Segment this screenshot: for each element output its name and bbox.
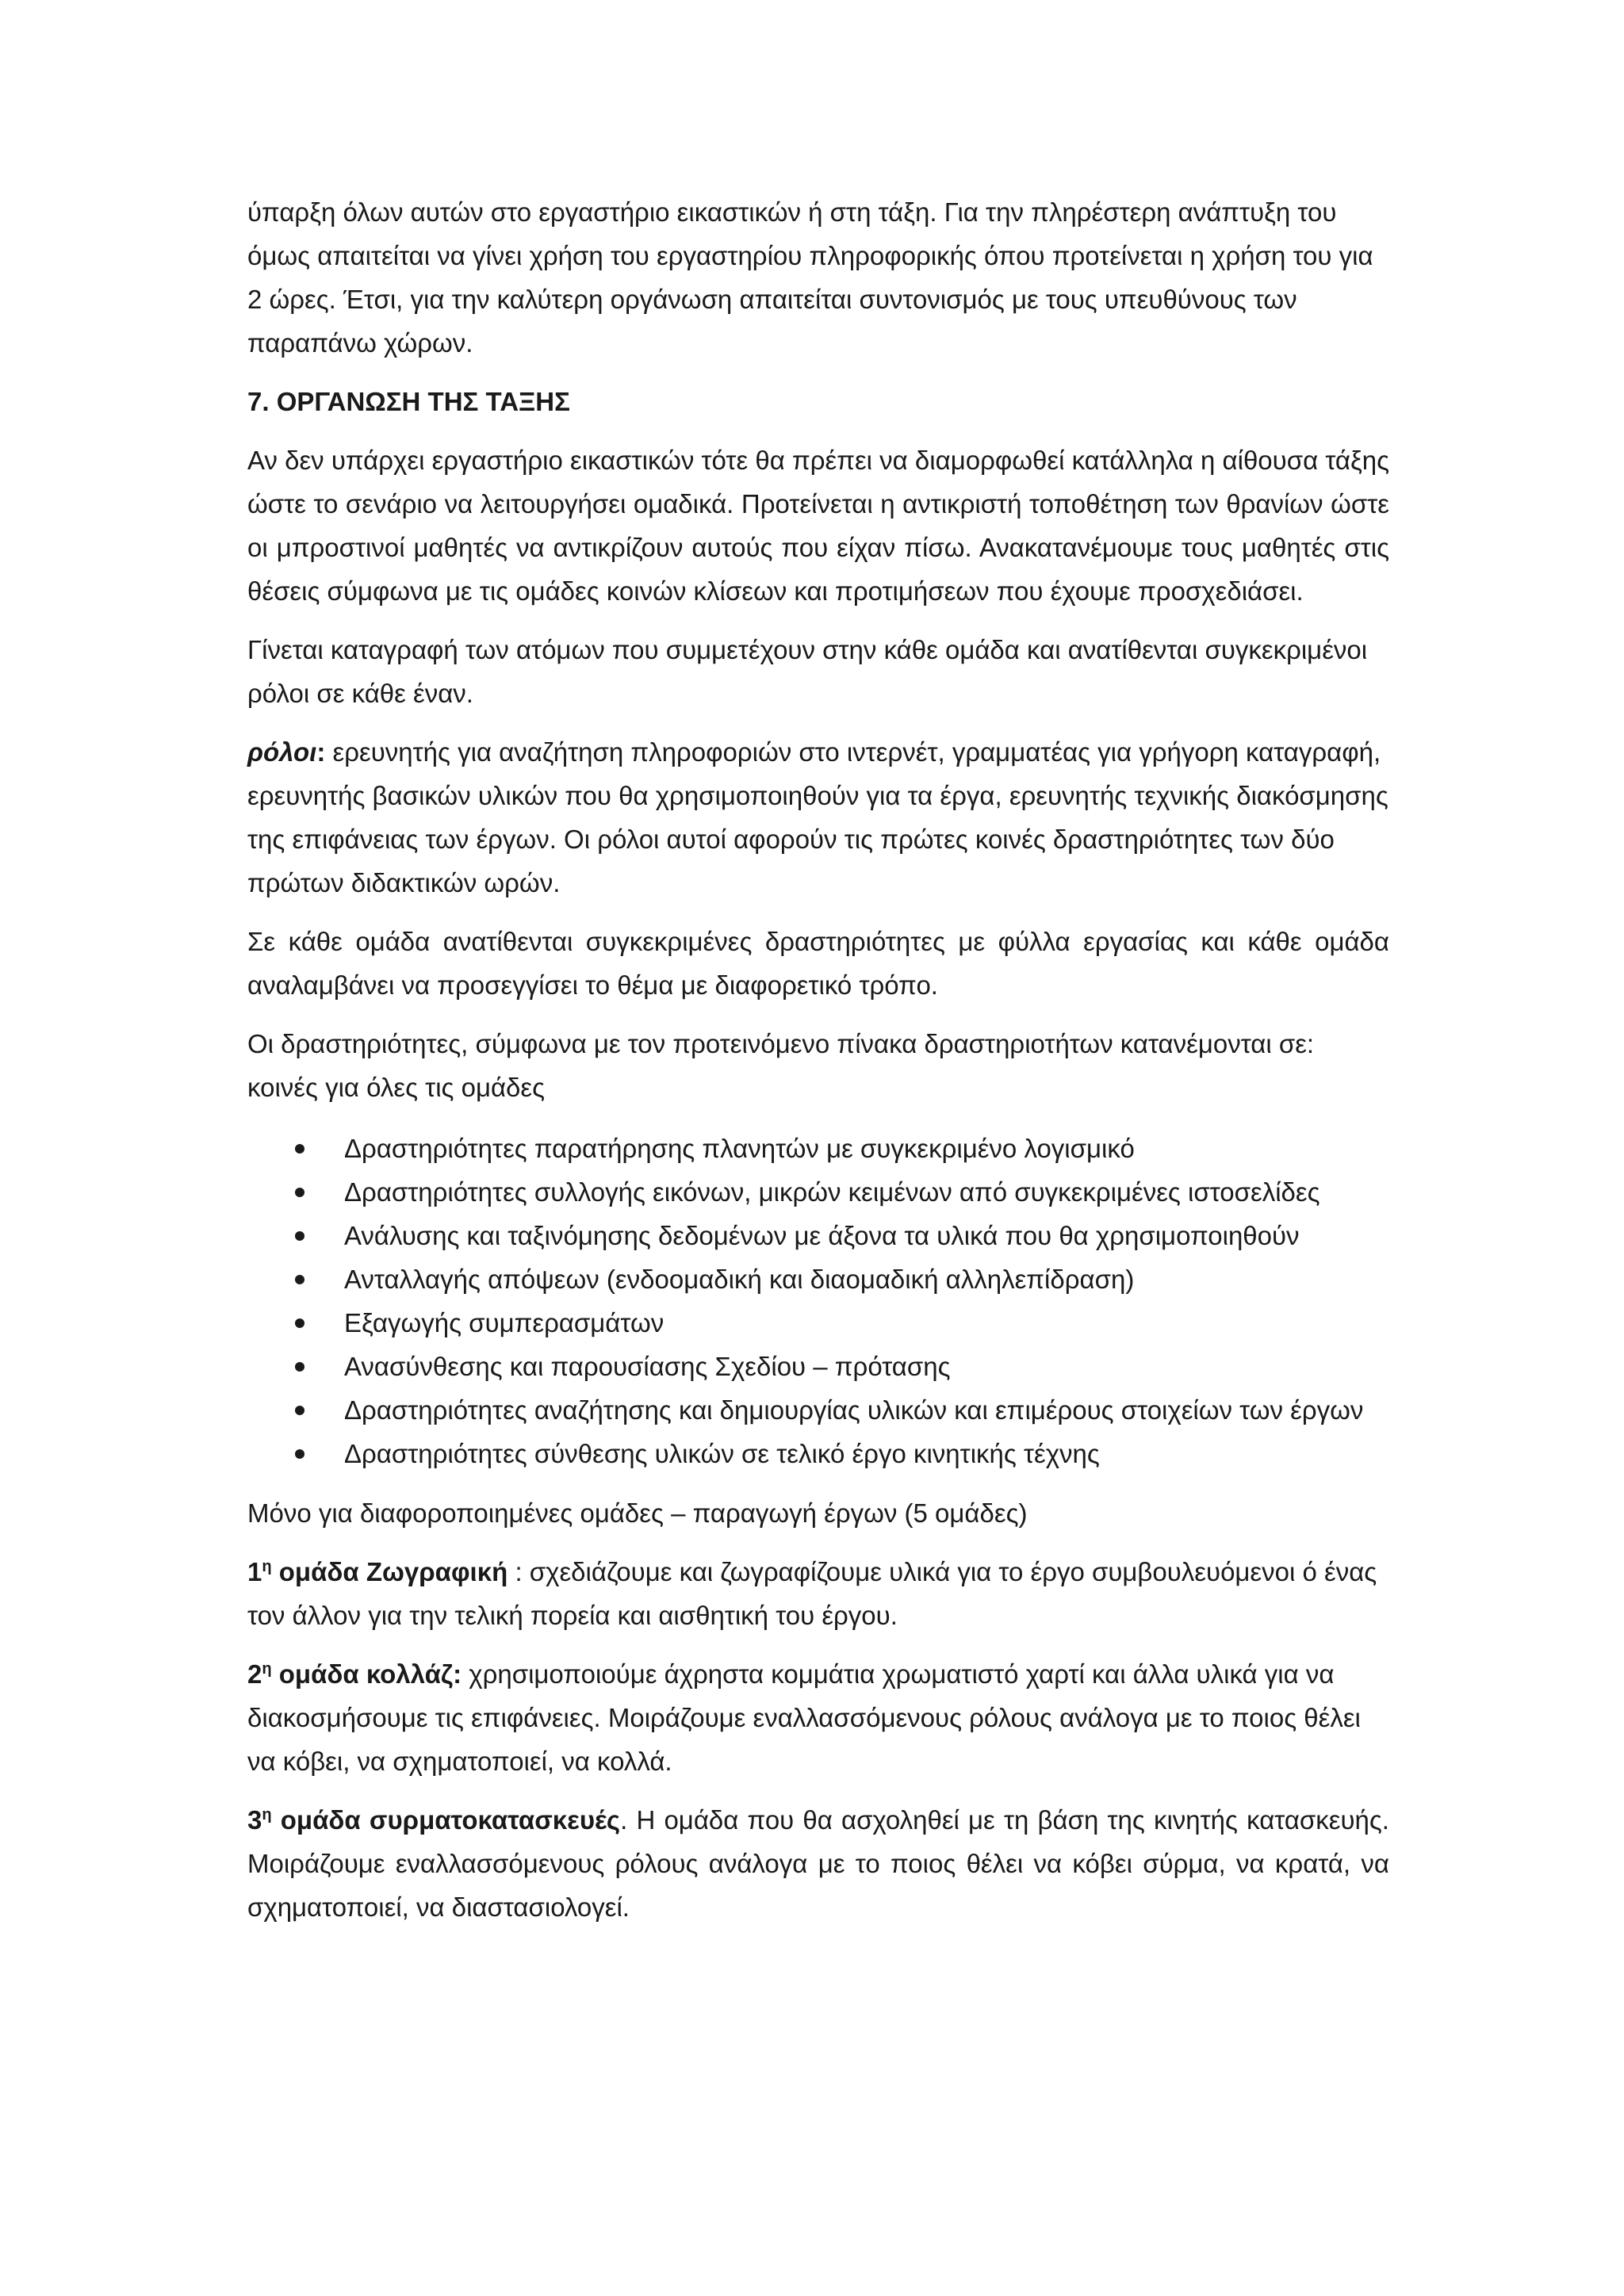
group-1-title: ομάδα Ζωγραφική xyxy=(271,1557,508,1586)
activities-paragraph: Σε κάθε ομάδα ανατίθενται συγκεκριμένες δραστηριότητες με φύλλα εργασίας και κάθε ομάδα αναλαμβάνει να προσεγγίσει το θέμα με διαφορετικό τρόπο. xyxy=(247,927,1389,1000)
roles-text: ερευνητής για αναζήτηση πληροφοριών στο ιντερνέτ, γραμματέας για γρήγορη καταγραφή, ερευνητής βασικών υλικών που θα χρησιμοποιηθούν για τα έργα, ερευνητής τεχνικής διακόσμησης της επιφάνειας των έργων. Οι ρόλοι αυτοί αφορούν τις πρώτες κοινές δραστηριότητες των δύο πρώτων διδακτικών ωρών. xyxy=(247,737,1388,897)
group-1-paragraph xyxy=(247,1550,1389,1637)
group-3-sup: η xyxy=(262,1806,272,1823)
group-2-text: χρησιμοποιούμε άχρηστα κομμάτια χρωματιστό χαρτί και άλλα υλικά για να διακοσμήσουμε τις επιφάνειες. Μοιράζουμε εναλλασσόμενους ρόλους ανάλογα με το ποιος θέλει να κόβει, να σχηματοποιεί, να κολλά. xyxy=(247,1659,1361,1776)
group-3-text: . Η ομάδα που θα ασχοληθεί με τη βάση της κινητής κατασκευής. Μοιράζουμε εναλλασσόμενους ρόλους ανάλογα με το ποιος θέλει να κόβει σύρμα, να κρατά, να σχηματοποιεί, να διαστασιολογεί. xyxy=(247,1805,1389,1922)
list-item: Εξαγωγής συμπερασμάτων xyxy=(247,1301,1389,1345)
group-3-number: 3 xyxy=(247,1805,262,1835)
differentiated-groups-label: Μόνο για διαφοροποιημένες ομάδες – παραγωγή έργων (5 ομάδες) xyxy=(247,1498,1028,1528)
common-label: κοινές για όλες τις ομάδες xyxy=(247,1073,546,1102)
group-1-number: 1 xyxy=(247,1557,262,1586)
group-1-sup: η xyxy=(262,1558,272,1575)
bullet-icon xyxy=(295,1406,304,1415)
roles-label: ρόλοι xyxy=(247,737,317,767)
group-2-number: 2 xyxy=(247,1659,262,1689)
bullet-icon xyxy=(295,1449,304,1459)
document-page xyxy=(247,190,1389,1944)
bullet-icon xyxy=(295,1362,304,1372)
roles-paragraph xyxy=(247,730,1389,905)
bullet-icon xyxy=(295,1318,304,1328)
group-2-title: ομάδα κολλάζ: xyxy=(271,1659,462,1689)
bullet-icon xyxy=(295,1188,304,1197)
distribution-intro: Οι δραστηριότητες, σύμφωνα με τον προτεινόμενο πίνακα δραστηριοτήτων κατανέμονται σε: xyxy=(247,1029,1315,1058)
list-item: Ανάλυσης και ταξινόμησης δεδομένων με άξονα τα υλικά που θα χρησιμοποιηθούν xyxy=(247,1214,1389,1257)
intro-paragraph: ύπαρξη όλων αυτών στο εργαστήριο εικαστικών ή στη τάξη. Για την πληρέστερη ανάπτυξη του όμως απαιτείται να γίνει χρήση του εργαστηρίου πληροφορικής όπου προτείνεται η χρήση του για 2 ώρες. Έτσι, για την καλύτερη οργάνωση απαιτείται συντονισμός με τους υπευθύνους των παραπάνω χώρων. xyxy=(247,197,1373,358)
activities-list xyxy=(247,1127,1389,1475)
recording-paragraph: Γίνεται καταγραφή των ατόμων που συμμετέχουν στην κάθε ομάδα και ανατίθενται συγκεκριμένοι ρόλοι σε κάθε έναν. xyxy=(247,635,1368,708)
group-2-sup: η xyxy=(262,1660,272,1678)
group-2-paragraph xyxy=(247,1652,1389,1783)
bullet-icon xyxy=(295,1144,304,1154)
list-item: Δραστηριότητες παρατήρησης πλανητών με συγκεκριμένο λογισμικό xyxy=(247,1127,1389,1170)
section-heading: 7. ΟΡΓΑΝΩΣΗ ΤΗΣ ΤΑΞΗΣ xyxy=(247,387,570,416)
list-item: Δραστηριότητες αναζήτησης και δημιουργίας υλικών και επιμέρους στοιχείων των έργων xyxy=(247,1388,1389,1432)
bullet-icon xyxy=(295,1231,304,1241)
classroom-paragraph: Αν δεν υπάρχει εργαστήριο εικαστικών τότε θα πρέπει να διαμορφωθεί κατάλληλα η αίθουσα τάξης ώστε το σενάριο να λειτουργήσει ομαδικά. Προτείνεται η αντικριστή τοποθέτηση των θρανίων ώστε οι μπροστινοί μαθητές να αντικρίζουν αυτούς που είχαν πίσω. Ανακατανέμουμε τους μαθητές στις θέσεις σύμφωνα με τις ομάδες κοινών κλίσεων και προτιμήσεων που έχουμε προσχεδιάσει. xyxy=(247,446,1389,606)
roles-colon: : xyxy=(316,737,326,767)
list-item: Ανταλλαγής απόψεων (ενδοομαδική και διαομαδική αλληλεπίδραση) xyxy=(247,1257,1389,1301)
group-3-paragraph xyxy=(247,1798,1389,1929)
list-item: Δραστηριότητες σύνθεσης υλικών σε τελικό έργο κινητικής τέχνης xyxy=(247,1432,1389,1475)
group-1-text: : σχεδιάζουμε και ζωγραφίζουμε υλικά για το έργο συμβουλευόμενοι ό ένας τον άλλον για την τελική πορεία και αισθητική του έργου. xyxy=(247,1557,1377,1630)
list-item: Ανασύνθεσης και παρουσίασης Σχεδίου – πρότασης xyxy=(247,1345,1389,1388)
list-item: Δραστηριότητες συλλογής εικόνων, μικρών κειμένων από συγκεκριμένες ιστοσελίδες xyxy=(247,1170,1389,1214)
group-3-title: ομάδα συρματοκατασκευές xyxy=(271,1805,621,1835)
bullet-icon xyxy=(295,1275,304,1284)
